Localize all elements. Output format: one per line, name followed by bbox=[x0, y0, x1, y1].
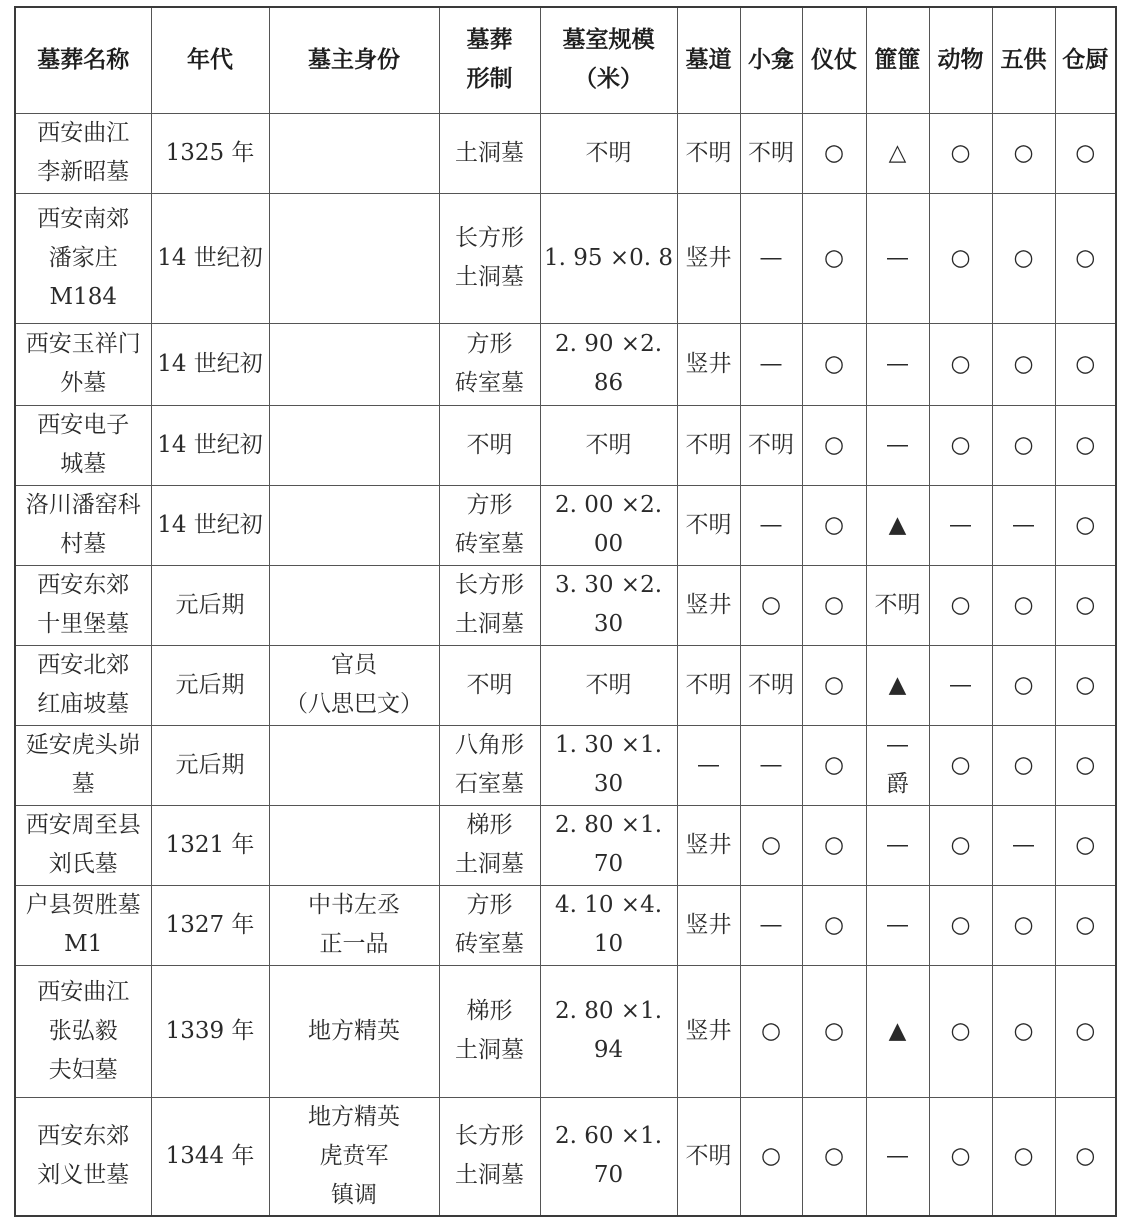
header-chamber-size: 墓室规模 （米） bbox=[540, 7, 677, 113]
cell-granary-kitchen: ○ bbox=[1055, 965, 1116, 1097]
cell-passage: 不明 bbox=[677, 485, 740, 565]
cell-tomb-name: 洛川潘窑科 村墓 bbox=[15, 485, 151, 565]
cell-date: 14 世纪初 bbox=[151, 405, 269, 485]
cell-procession: ○ bbox=[802, 113, 866, 193]
cell-occupant-identity bbox=[269, 323, 439, 405]
cell-occupant-identity bbox=[269, 113, 439, 193]
cell-date: 1325 年 bbox=[151, 113, 269, 193]
cell-tomb-name: 西安东郊 十里堡墓 bbox=[15, 565, 151, 645]
cell-animals: ○ bbox=[929, 805, 992, 885]
cell-tomb-form: 方形 砖室墓 bbox=[439, 885, 540, 965]
header-vessels: 篚篚 bbox=[866, 7, 929, 113]
cell-granary-kitchen: ○ bbox=[1055, 885, 1116, 965]
cell-passage: 不明 bbox=[677, 1097, 740, 1216]
cell-chamber-size: 1. 30 ×1. 30 bbox=[540, 725, 677, 805]
cell-five-offerings: ○ bbox=[992, 323, 1055, 405]
cell-tomb-form: 梯形 土洞墓 bbox=[439, 965, 540, 1097]
cell-chamber-size: 2. 80 ×1. 94 bbox=[540, 965, 677, 1097]
cell-animals: — bbox=[929, 645, 992, 725]
cell-vessels: — bbox=[866, 323, 929, 405]
cell-tomb-form: 方形 砖室墓 bbox=[439, 485, 540, 565]
cell-niche: — bbox=[740, 885, 802, 965]
header-date: 年代 bbox=[151, 7, 269, 113]
cell-animals: ○ bbox=[929, 1097, 992, 1216]
cell-niche: — bbox=[740, 725, 802, 805]
cell-niche: — bbox=[740, 193, 802, 323]
cell-five-offerings: ○ bbox=[992, 113, 1055, 193]
cell-granary-kitchen: ○ bbox=[1055, 193, 1116, 323]
cell-chamber-size: 2. 90 ×2. 86 bbox=[540, 323, 677, 405]
header-five-offerings: 五供 bbox=[992, 7, 1055, 113]
cell-granary-kitchen: ○ bbox=[1055, 405, 1116, 485]
cell-occupant-identity bbox=[269, 725, 439, 805]
cell-procession: ○ bbox=[802, 323, 866, 405]
cell-granary-kitchen: ○ bbox=[1055, 323, 1116, 405]
cell-granary-kitchen: ○ bbox=[1055, 565, 1116, 645]
cell-passage: 竖井 bbox=[677, 885, 740, 965]
cell-date: 14 世纪初 bbox=[151, 485, 269, 565]
table-row bbox=[15, 565, 1116, 645]
cell-occupant-identity: 地方精英 bbox=[269, 965, 439, 1097]
cell-chamber-size: 2. 60 ×1. 70 bbox=[540, 1097, 677, 1216]
cell-niche: ○ bbox=[740, 965, 802, 1097]
cell-procession: ○ bbox=[802, 965, 866, 1097]
cell-tomb-form: 八角形 石室墓 bbox=[439, 725, 540, 805]
cell-niche: 不明 bbox=[740, 113, 802, 193]
cell-occupant-identity bbox=[269, 193, 439, 323]
cell-granary-kitchen: ○ bbox=[1055, 725, 1116, 805]
cell-vessels: 不明 bbox=[866, 565, 929, 645]
cell-vessels: — bbox=[866, 405, 929, 485]
cell-tomb-form: 长方形 土洞墓 bbox=[439, 565, 540, 645]
header-niche: 小龛 bbox=[740, 7, 802, 113]
cell-passage: 不明 bbox=[677, 645, 740, 725]
cell-occupant-identity bbox=[269, 805, 439, 885]
cell-date: 1327 年 bbox=[151, 885, 269, 965]
cell-animals: ○ bbox=[929, 725, 992, 805]
cell-granary-kitchen: ○ bbox=[1055, 1097, 1116, 1216]
cell-procession: ○ bbox=[802, 885, 866, 965]
cell-tomb-name: 西安北郊 红庙坡墓 bbox=[15, 645, 151, 725]
cell-tomb-form: 土洞墓 bbox=[439, 113, 540, 193]
table-body bbox=[15, 113, 1116, 1216]
cell-vessels: — bbox=[866, 805, 929, 885]
cell-tomb-name: 西安周至县 刘氏墓 bbox=[15, 805, 151, 885]
cell-tomb-form: 不明 bbox=[439, 405, 540, 485]
cell-date: 1339 年 bbox=[151, 965, 269, 1097]
cell-occupant-identity: 中书左丞 正一品 bbox=[269, 885, 439, 965]
cell-five-offerings: ○ bbox=[992, 885, 1055, 965]
cell-animals: ○ bbox=[929, 113, 992, 193]
cell-animals: ○ bbox=[929, 565, 992, 645]
header-animals: 动物 bbox=[929, 7, 992, 113]
cell-niche: ○ bbox=[740, 805, 802, 885]
cell-procession: ○ bbox=[802, 1097, 866, 1216]
cell-niche: 不明 bbox=[740, 645, 802, 725]
cell-passage: 竖井 bbox=[677, 323, 740, 405]
cell-five-offerings: ○ bbox=[992, 965, 1055, 1097]
cell-granary-kitchen: ○ bbox=[1055, 485, 1116, 565]
header-passage: 墓道 bbox=[677, 7, 740, 113]
cell-chamber-size: 1. 95 ×0. 8 bbox=[540, 193, 677, 323]
cell-passage: 竖井 bbox=[677, 193, 740, 323]
cell-passage: 竖井 bbox=[677, 805, 740, 885]
cell-procession: ○ bbox=[802, 645, 866, 725]
cell-niche: 不明 bbox=[740, 405, 802, 485]
cell-chamber-size: 不明 bbox=[540, 405, 677, 485]
cell-passage: 不明 bbox=[677, 113, 740, 193]
cell-tomb-name: 西安玉祥门 外墓 bbox=[15, 323, 151, 405]
cell-chamber-size: 2. 00 ×2. 00 bbox=[540, 485, 677, 565]
cell-five-offerings: — bbox=[992, 485, 1055, 565]
table-row bbox=[15, 725, 1116, 805]
cell-vessels: ▲ bbox=[866, 485, 929, 565]
cell-granary-kitchen: ○ bbox=[1055, 805, 1116, 885]
header-row bbox=[15, 7, 1116, 113]
cell-niche: ○ bbox=[740, 565, 802, 645]
cell-chamber-size: 3. 30 ×2. 30 bbox=[540, 565, 677, 645]
cell-granary-kitchen: ○ bbox=[1055, 645, 1116, 725]
table-row bbox=[15, 323, 1116, 405]
cell-tomb-name: 西安曲江 张弘毅 夫妇墓 bbox=[15, 965, 151, 1097]
cell-procession: ○ bbox=[802, 193, 866, 323]
cell-tomb-name: 西安南郊 潘家庄 M184 bbox=[15, 193, 151, 323]
cell-date: 1344 年 bbox=[151, 1097, 269, 1216]
cell-date: 1321 年 bbox=[151, 805, 269, 885]
cell-animals: ○ bbox=[929, 193, 992, 323]
table-row bbox=[15, 405, 1116, 485]
cell-tomb-name: 延安虎头峁 墓 bbox=[15, 725, 151, 805]
cell-date: 14 世纪初 bbox=[151, 323, 269, 405]
cell-tomb-form: 方形 砖室墓 bbox=[439, 323, 540, 405]
cell-vessels: — 爵 bbox=[866, 725, 929, 805]
cell-date: 元后期 bbox=[151, 645, 269, 725]
table-row bbox=[15, 1097, 1116, 1216]
cell-date: 14 世纪初 bbox=[151, 193, 269, 323]
table-row bbox=[15, 113, 1116, 193]
cell-procession: ○ bbox=[802, 805, 866, 885]
cell-animals: ○ bbox=[929, 885, 992, 965]
cell-tomb-name: 西安东郊 刘义世墓 bbox=[15, 1097, 151, 1216]
header-tomb-form: 墓葬 形制 bbox=[439, 7, 540, 113]
table-row bbox=[15, 645, 1116, 725]
header-occupant-identity: 墓主身份 bbox=[269, 7, 439, 113]
cell-procession: ○ bbox=[802, 565, 866, 645]
cell-five-offerings: ○ bbox=[992, 193, 1055, 323]
cell-passage: 竖井 bbox=[677, 965, 740, 1097]
cell-vessels: — bbox=[866, 885, 929, 965]
cell-occupant-identity bbox=[269, 485, 439, 565]
cell-procession: ○ bbox=[802, 725, 866, 805]
cell-tomb-form: 不明 bbox=[439, 645, 540, 725]
cell-five-offerings: ○ bbox=[992, 725, 1055, 805]
cell-five-offerings: — bbox=[992, 805, 1055, 885]
cell-chamber-size: 2. 80 ×1. 70 bbox=[540, 805, 677, 885]
cell-passage: — bbox=[677, 725, 740, 805]
header-tomb-name: 墓葬名称 bbox=[15, 7, 151, 113]
table-row bbox=[15, 485, 1116, 565]
cell-tomb-name: 户县贺胜墓 M1 bbox=[15, 885, 151, 965]
cell-chamber-size: 不明 bbox=[540, 645, 677, 725]
cell-vessels: ▲ bbox=[866, 965, 929, 1097]
table-row bbox=[15, 885, 1116, 965]
cell-tomb-form: 长方形 土洞墓 bbox=[439, 193, 540, 323]
cell-date: 元后期 bbox=[151, 725, 269, 805]
cell-occupant-identity bbox=[269, 565, 439, 645]
cell-tomb-name: 西安电子 城墓 bbox=[15, 405, 151, 485]
cell-procession: ○ bbox=[802, 405, 866, 485]
cell-occupant-identity: 地方精英 虎贲军 镇调 bbox=[269, 1097, 439, 1216]
header-procession: 仪仗 bbox=[802, 7, 866, 113]
cell-five-offerings: ○ bbox=[992, 1097, 1055, 1216]
header-granary-kitchen: 仓厨 bbox=[1055, 7, 1116, 113]
cell-vessels: — bbox=[866, 1097, 929, 1216]
cell-chamber-size: 4. 10 ×4. 10 bbox=[540, 885, 677, 965]
cell-niche: — bbox=[740, 485, 802, 565]
cell-procession: ○ bbox=[802, 485, 866, 565]
cell-five-offerings: ○ bbox=[992, 645, 1055, 725]
cell-five-offerings: ○ bbox=[992, 405, 1055, 485]
table-row bbox=[15, 965, 1116, 1097]
cell-occupant-identity: 官员 （八思巴文） bbox=[269, 645, 439, 725]
cell-vessels: — bbox=[866, 193, 929, 323]
cell-tomb-form: 长方形 土洞墓 bbox=[439, 1097, 540, 1216]
cell-animals: — bbox=[929, 485, 992, 565]
cell-occupant-identity bbox=[269, 405, 439, 485]
cell-passage: 竖井 bbox=[677, 565, 740, 645]
cell-chamber-size: 不明 bbox=[540, 113, 677, 193]
cell-passage: 不明 bbox=[677, 405, 740, 485]
cell-date: 元后期 bbox=[151, 565, 269, 645]
cell-animals: ○ bbox=[929, 965, 992, 1097]
cell-niche: — bbox=[740, 323, 802, 405]
cell-tomb-form: 梯形 土洞墓 bbox=[439, 805, 540, 885]
cell-niche: ○ bbox=[740, 1097, 802, 1216]
table-row bbox=[15, 193, 1116, 323]
table-row bbox=[15, 805, 1116, 885]
cell-vessels: ▲ bbox=[866, 645, 929, 725]
cell-granary-kitchen: ○ bbox=[1055, 113, 1116, 193]
cell-vessels: △ bbox=[866, 113, 929, 193]
tomb-comparison-table bbox=[14, 6, 1117, 1217]
cell-animals: ○ bbox=[929, 323, 992, 405]
cell-animals: ○ bbox=[929, 405, 992, 485]
cell-five-offerings: ○ bbox=[992, 565, 1055, 645]
cell-tomb-name: 西安曲江 李新昭墓 bbox=[15, 113, 151, 193]
